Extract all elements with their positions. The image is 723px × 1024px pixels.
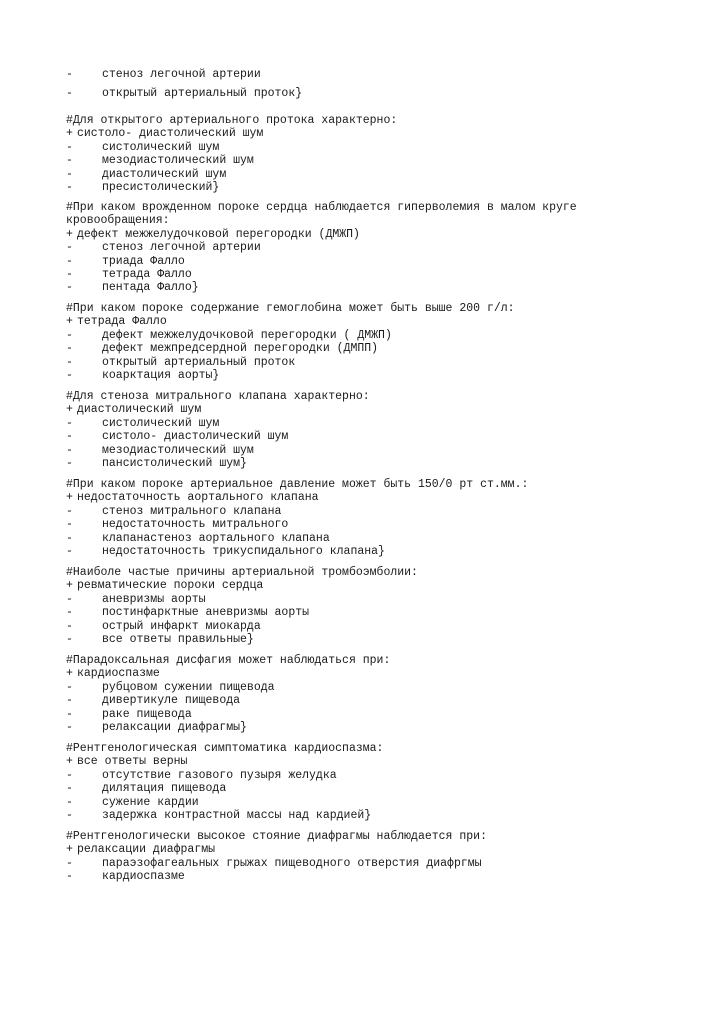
option-text: систоло- диастолический шум xyxy=(102,430,289,444)
option-text: систолический шум xyxy=(102,416,220,430)
answer-option-wrong: - постинфарктные аневризмы аорты xyxy=(66,606,310,620)
question-block xyxy=(66,478,626,558)
answer-option-wrong: - отсутствие газового пузыря желудка xyxy=(66,768,337,782)
answer-option-wrong: - систолический шум xyxy=(66,140,220,154)
option-text: тетрада Фалло xyxy=(102,267,192,281)
option-text: стеноз легочной артерии xyxy=(102,241,261,255)
question-text: #Рентгенологически высокое стояние диафрагмы наблюдается при: xyxy=(66,830,487,843)
option-text: раке пищевода xyxy=(102,707,192,721)
answer-option-wrong: - стеноз митрального клапана xyxy=(66,504,282,518)
answer-option-correct: + релаксации диафрагмы xyxy=(66,843,216,857)
answer-option-wrong: - дилятация пищевода xyxy=(66,782,227,796)
option-text: кардиоспазме xyxy=(77,667,160,681)
answer-option-wrong: - все ответы правильные} xyxy=(66,632,254,646)
option-text: острый инфаркт миокарда xyxy=(102,619,261,633)
answer-option-correct: + недостаточность аортального клапана xyxy=(66,491,319,505)
answer-option-wrong: - параэзофагеальных грыжах пищеводного отверстия диафргмы xyxy=(66,856,482,870)
answer-option-wrong: - дивертикуле пищевода xyxy=(66,694,241,708)
option-text: мезодиастолический шум xyxy=(102,154,254,168)
answer-option-wrong: - пресистолический} xyxy=(66,180,220,194)
option-text: дефект межпредсердной перегородки (ДМПП) xyxy=(102,342,379,356)
question-block xyxy=(66,742,626,822)
option-text: кардиоспазме xyxy=(102,870,185,884)
option-text: ревматические пороки сердца xyxy=(77,579,264,593)
answer-option-wrong: - мезодиастолический шум xyxy=(66,154,254,168)
answer-option-wrong: - пентада Фалло} xyxy=(66,281,199,295)
question-block xyxy=(66,302,626,382)
answer-option-wrong: - дефект межжелудочковой перегородки ( ДМЖП) xyxy=(66,328,392,342)
answer-option-correct: + ревматические пороки сердца xyxy=(66,579,264,593)
option-text: недостаточность митрального xyxy=(102,518,289,532)
answer-option-wrong: - клапанастеноз аортального клапана xyxy=(66,531,330,545)
option-text: дефект межжелудочковой перегородки (ДМЖП) xyxy=(77,227,360,241)
question-text: #Наиболе частые причины артериальной тромбоэмболии: xyxy=(66,566,418,579)
option-text: недостаточность трикуспидального клапана} xyxy=(102,544,385,558)
option-text: систоло- диастолический шум xyxy=(77,127,264,141)
answer-option-wrong: - триада Фалло xyxy=(66,254,185,268)
answer-option-correct: + дефект межжелудочковой перегородки (ДМЖП) xyxy=(66,227,360,241)
option-text: диастолический шум xyxy=(77,403,202,417)
option-text: диастолический шум xyxy=(102,167,227,181)
answer-option-wrong: - сужение кардии xyxy=(66,795,199,809)
option-text: тетрада Фалло xyxy=(77,315,167,329)
answer-option-wrong: - тетрада Фалло xyxy=(66,267,192,281)
option-text: дилятация пищевода xyxy=(102,782,227,796)
answer-option-correct: + систоло- диастолический шум xyxy=(66,127,264,141)
answer-option-wrong: - диастолический шум xyxy=(66,167,227,181)
option-text: пресистолический} xyxy=(102,180,220,194)
question-block xyxy=(66,114,626,194)
option-text: параэзофагеальных грыжах пищеводного отверстия диафргмы xyxy=(102,856,482,870)
option-text: пансистолический шум} xyxy=(102,456,247,470)
answer-option-wrong xyxy=(66,87,626,100)
option-text: задержка контрастной массы над кардией} xyxy=(102,808,372,822)
question-text: #Для открытого артериального протока характерно: xyxy=(66,114,398,127)
option-text: коарктация аорты} xyxy=(102,368,220,382)
option-text: сужение кардии xyxy=(102,795,199,809)
option-text: все ответы верны xyxy=(77,755,188,769)
option-text: систолический шум xyxy=(102,140,220,154)
option-text: мезодиастолический шум xyxy=(102,443,254,457)
question-text: #Рентгенологическая симптоматика кардиоспазма: xyxy=(66,742,384,755)
option-text: рубцовом сужении пищевода xyxy=(102,680,275,694)
answer-option-correct: + все ответы верны xyxy=(66,755,188,769)
previous-question-tail xyxy=(66,68,626,101)
question-block xyxy=(66,830,626,884)
answer-option-correct: + кардиоспазме xyxy=(66,667,160,681)
option-text: стеноз легочной артерии xyxy=(102,68,261,81)
option-text: аневризмы аорты xyxy=(102,592,206,606)
answer-option-wrong: - открытый артериальный проток xyxy=(66,355,296,369)
answer-option-wrong: - недостаточность трикуспидального клапана} xyxy=(66,544,385,558)
answer-option-correct: + диастолический шум xyxy=(66,403,202,417)
question-text: #При каком пороке артериальное давление может быть 150/0 рт ст.мм.: xyxy=(66,478,529,491)
answer-option-wrong: - пансистолический шум} xyxy=(66,456,247,470)
option-text: все ответы правильные} xyxy=(102,632,254,646)
question-text: #При каком врожденном пороке сердца наблюдается гиперволемия в малом круге кровообращения: xyxy=(66,201,577,228)
question-text: #При каком пороке содержание гемоглобина может быть выше 200 г/л: xyxy=(66,302,515,315)
answer-option-wrong: - систолический шум xyxy=(66,416,220,430)
question-text: #Парадоксальная дисфагия может наблюдаться при: xyxy=(66,654,391,667)
answer-option-wrong: - систоло- диастолический шум xyxy=(66,430,289,444)
answer-option-wrong: - дефект межпредсердной перегородки (ДМПП) xyxy=(66,342,379,356)
answer-option-wrong: - стеноз легочной артерии xyxy=(66,241,261,255)
option-text: пентада Фалло} xyxy=(102,281,199,295)
answer-option-wrong: - раке пищевода xyxy=(66,707,192,721)
option-text: открытый артериальный проток} xyxy=(102,87,303,101)
option-text: недостаточность аортального клапана xyxy=(77,491,319,505)
option-text: открытый артериальный проток xyxy=(102,355,296,369)
answer-option-wrong: - рубцовом сужении пищевода xyxy=(66,680,275,694)
option-text: триада Фалло xyxy=(102,254,185,268)
option-text: дефект межжелудочковой перегородки ( ДМЖП) xyxy=(102,328,392,342)
option-text: релаксации диафрагмы} xyxy=(102,720,247,734)
answer-option-wrong: - релаксации диафрагмы} xyxy=(66,720,247,734)
question-block xyxy=(66,201,626,295)
option-text: стеноз митрального клапана xyxy=(102,504,282,518)
answer-option-correct: + тетрада Фалло xyxy=(66,315,167,329)
answer-option-wrong: - недостаточность митрального xyxy=(66,518,289,532)
option-text: клапанастеноз аортального клапана xyxy=(102,531,330,545)
answer-option-wrong: - острый инфаркт миокарда xyxy=(66,619,261,633)
answer-option-wrong: - коарктация аорты} xyxy=(66,368,220,382)
answer-option-wrong: - задержка контрастной массы над кардией} xyxy=(66,808,372,822)
answer-option-wrong: - кардиоспазме xyxy=(66,870,185,884)
question-block xyxy=(66,390,626,470)
question-block xyxy=(66,654,626,734)
option-text: постинфарктные аневризмы аорты xyxy=(102,606,310,620)
option-text: релаксации диафрагмы xyxy=(77,843,216,857)
answer-option-wrong: - мезодиастолический шум xyxy=(66,443,254,457)
answer-option-wrong xyxy=(66,68,626,81)
option-text: отсутствие газового пузыря желудка xyxy=(102,768,337,782)
answer-option-wrong: - аневризмы аорты xyxy=(66,592,206,606)
question-text: #Для стеноза митрального клапана характерно: xyxy=(66,390,370,403)
option-text: дивертикуле пищевода xyxy=(102,694,241,708)
option-dash: - xyxy=(66,68,73,81)
option-dash: - xyxy=(66,87,73,101)
question-block xyxy=(66,566,626,646)
